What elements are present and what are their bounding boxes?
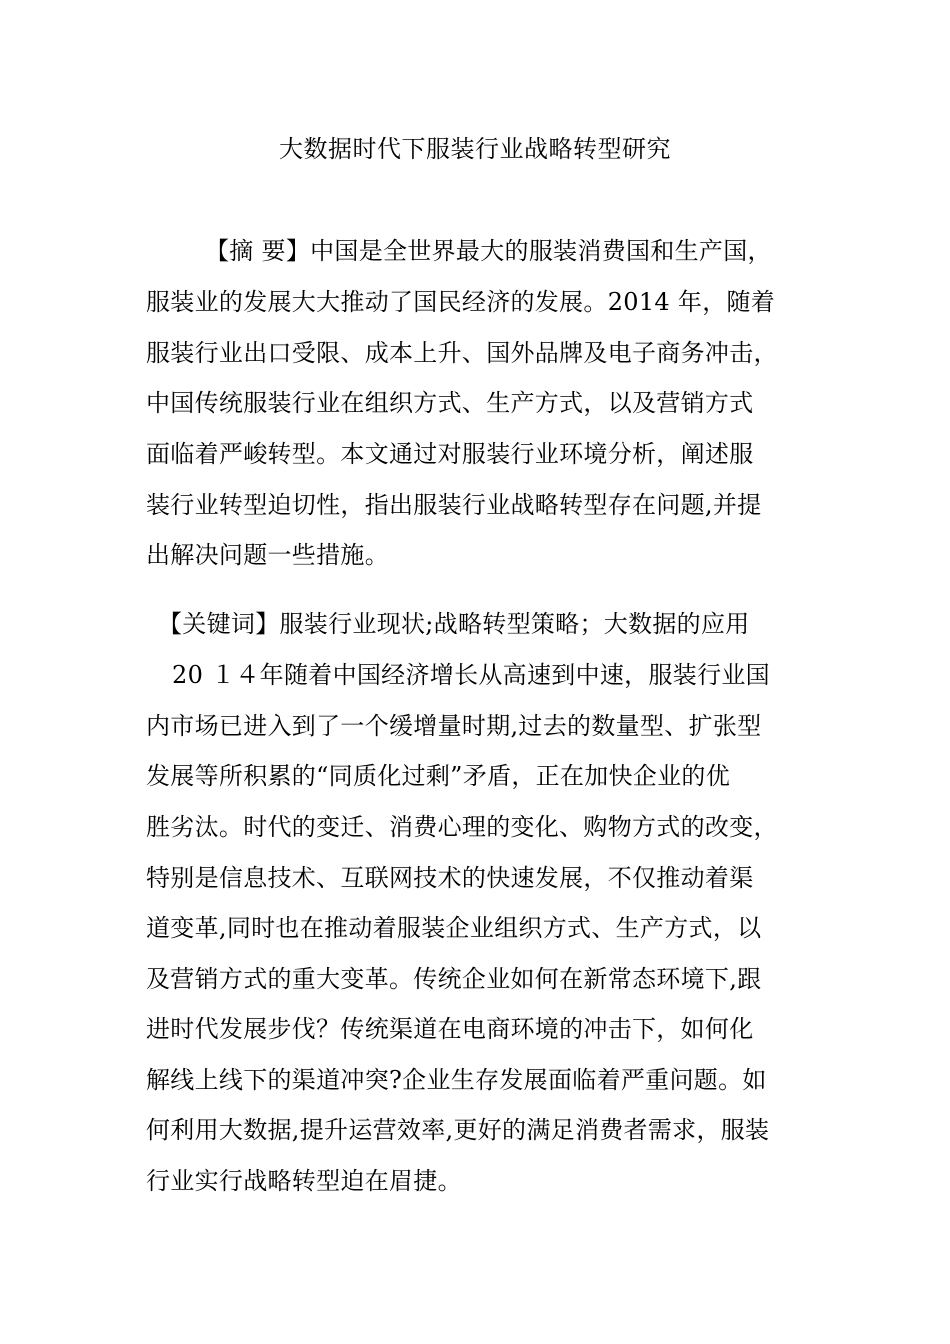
- body-line: 内市场已进入到了一个缓增量时期,过去的数量型、扩张型: [146, 712, 762, 740]
- abstract-line: 中国传统服装行业在组织方式、生产方式，以及营销方式: [146, 389, 754, 417]
- body-line: 胜劣汰。时代的变迁、消费心理的变化、购物方式的改变，: [146, 813, 778, 841]
- abstract-line: 面临着严峻转型。本文通过对服装行业环境分析，阐述服: [146, 440, 754, 468]
- abstract-line: 服装行业出口受限、成本上升、国外品牌及电子商务冲击，: [146, 339, 778, 367]
- body-line: 及营销方式的重大变革。传统企业如何在新常态环境下,跟: [146, 965, 762, 993]
- body-line: 道变革,同时也在推动着服装企业组织方式、生产方式，以: [146, 914, 762, 942]
- document-title: 大数据时代下服装行业战略转型研究: [279, 135, 671, 163]
- abstract-line: 装行业转型迫切性，指出服装行业战略转型存在问题,并提: [146, 491, 762, 519]
- body-line: 进时代发展步伐？传统渠道在电商环境的冲击下，如何化: [146, 1015, 754, 1043]
- body-line: 何利用大数据,提升运营效率,更好的满足消费者需求，服装: [146, 1116, 770, 1144]
- body-line: 发展等所积累的“同质化过剩”矛盾，正在加快企业的优: [146, 762, 731, 790]
- abstract-line: 出解决问题一些措施。: [146, 541, 389, 569]
- body-line: 特别是信息技术、互联网技术的快速发展，不仅推动着渠: [146, 864, 754, 892]
- abstract-line: 【摘 要】中国是全世界最大的服装消费国和生产国，: [205, 237, 772, 265]
- abstract-line: 服装业的发展大大推动了国民经济的发展。2014 年，随着: [146, 288, 776, 316]
- keywords-line: 【关键词】服装行业现状;战略转型策略；大数据的应用: [158, 610, 750, 638]
- body-line: 行业实行战略转型迫在眉捷。: [146, 1167, 462, 1195]
- body-line: 20 １４年随着中国经济增长从高速到中速，服装行业国: [172, 661, 770, 689]
- body-line: 解线上线下的渠道冲突?企业生存发展面临着严重问题。如: [146, 1066, 767, 1094]
